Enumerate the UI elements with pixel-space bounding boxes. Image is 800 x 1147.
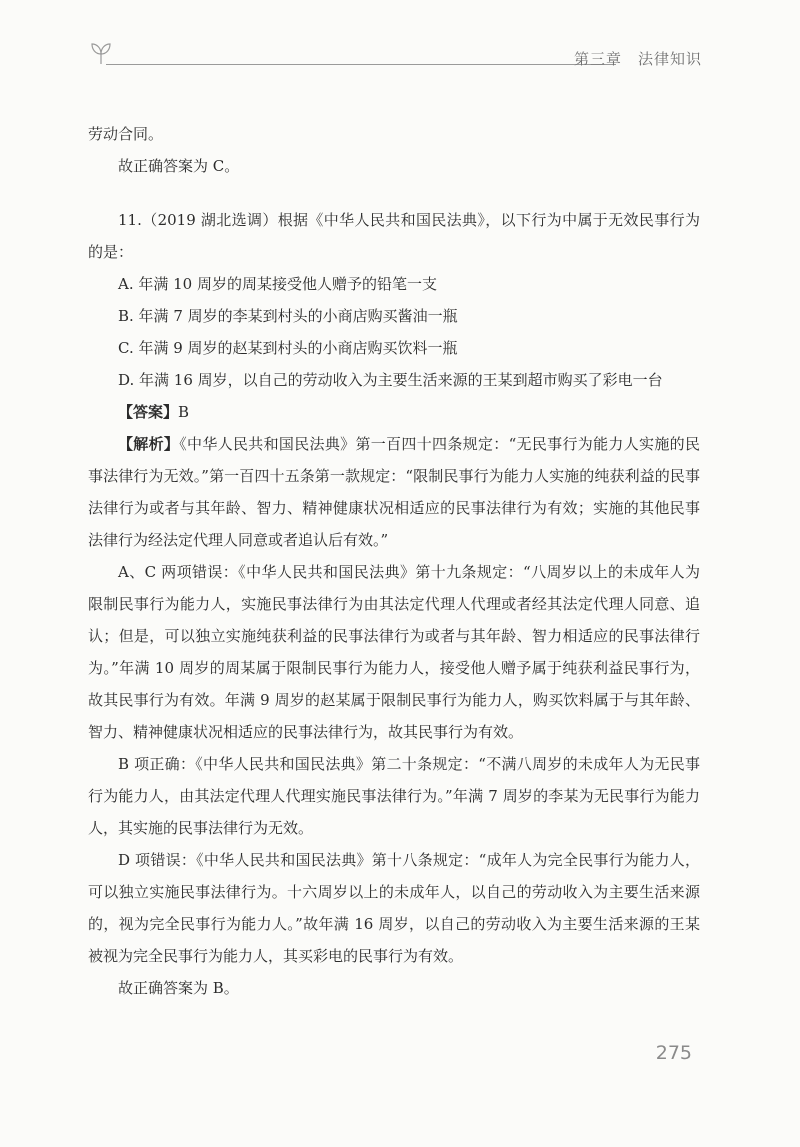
analysis-text: 《中华人民共和国民法典》第一百四十四条规定：“无民事行为能力人实施的民事法律行为无效。”第一百四十五条第一款规定：“限制民事行为能力人实施的纯获利益的民事法律行为或者与其年龄、智力、精神健康状况相适应的民事法律行为有效；实施的其他民事法律行为经法定代理人同意或者追认后有效。” (88, 435, 700, 549)
header-rule (106, 64, 616, 65)
option-b-explanation: B 项正确：《中华人民共和国民法典》第二十条规定：“不满八周岁的未成年人为无民事行为能力人，由其法定代理人代理实施民事法律行为。”年满 7 周岁的李某为无民事行为能力人，其实施的民事法律行为无效。 (88, 755, 700, 837)
chapter-title: 第三章 法律知识 (573, 50, 702, 68)
text-continuation: 劳动合同。 (88, 125, 164, 143)
running-header (88, 40, 702, 80)
options-ac-explanation: A、C 两项错误：《中华人民共和国民法典》第十九条规定：“八周岁以上的未成年人为限制民事行为能力人，实施民事法律行为由其法定代理人代理或者经其法定代理人同意、追认；但是，可以独立实施纯获利益的民事法律行为或者与其年龄、智力相适应的民事法律行为。”年满 10 周岁的周某属于限制民事行为能力人，接受他人赠予属于纯获利益民事行为，故其民事行为有效。年满 9 周岁的赵某属于限制民事行为能力人，购买饮料属于与其年龄、智力、精神健康状况相适应的民事法律行为，故其民事行为有效。 (88, 563, 700, 741)
sprout-icon (88, 40, 114, 66)
analysis-paragraph (88, 428, 700, 556)
option-c: C. 年满 9 周岁的赵某到村头的小商店购买饮料一瓶 (118, 339, 458, 357)
option-a: A. 年满 10 周岁的周某接受他人赠予的铅笔一支 (118, 275, 437, 293)
page-number: 275 (655, 1042, 692, 1064)
question-stem: 11.（2019 湖北选调）根据《中华人民共和国民法典》，以下行为中属于无效民事行为的是： (88, 211, 700, 261)
answer-line (88, 396, 700, 428)
previous-answer: 故正确答案为 C。 (118, 157, 240, 175)
final-answer: 故正确答案为 B。 (118, 979, 239, 997)
option-d-explanation: D 项错误：《中华人民共和国民法典》第十八条规定：“成年人为完全民事行为能力人，可以独立实施民事法律行为。十六周岁以上的未成年人，以自己的劳动收入为主要生活来源的，视为完全民事行为能力人。”故年满 16 周岁，以自己的劳动收入为主要生活来源的王某被视为完全民事行为能力人，其买彩电的民事行为有效。 (88, 851, 700, 965)
option-b: B. 年满 7 周岁的李某到村头的小商店购买酱油一瓶 (118, 307, 458, 325)
option-d: D. 年满 16 周岁，以自己的劳动收入为主要生活来源的王某到超市购买了彩电一台 (118, 371, 663, 389)
answer-tag: 【答案】 (118, 403, 179, 421)
page-body (88, 118, 700, 1004)
analysis-tag: 【解析】 (118, 435, 180, 453)
answer-value: B (178, 403, 190, 421)
